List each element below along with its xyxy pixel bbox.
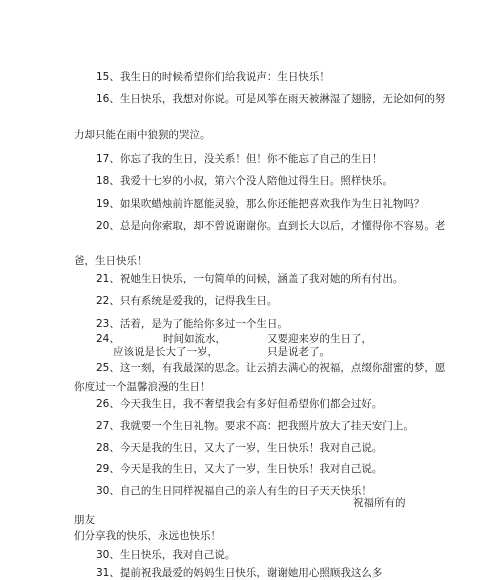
text-line-16: 16、生日快乐，我想对你说。可是风筝在雨天被淋湿了翅膀，无论如何的努 (96, 93, 446, 105)
text-line-16-cont: 力却只能在雨中狼狈的哭泣。 (74, 129, 211, 141)
text-line-29: 29、今天是我的生日，又大了一岁，生日快乐！我对自己说。 (96, 463, 383, 475)
text-line-30-cont2: 们分享我的快乐，永远也快乐！ (74, 530, 221, 542)
text-line-25: 25、这一刻，有我最深的思念。让云捎去满心的祝福，点缀你甜蜜的梦，愿 (96, 362, 446, 374)
text-line-30-cont1: 朋友 (74, 514, 95, 526)
text-line-25-cont: 你度过一个温馨浪漫的生日！ (74, 381, 211, 393)
text-line-24-d: 只是说老了。 (267, 346, 330, 358)
text-line-24-a: 时间如流水， (163, 333, 226, 345)
text-line-24-b: 又要迎来岁的生日了， (267, 333, 372, 345)
text-line-24: 24、 (96, 333, 120, 345)
text-line-20: 20、总是向你索取，却不曾说谢谢你。直到长大以后，才懂得你不容易。老 (96, 220, 446, 232)
text-line-30b: 30、生日快乐，我对自己说。 (96, 549, 236, 561)
text-line-27: 27、我就要一个生日礼物。要求不高：把我照片放大了挂天安门上。 (96, 420, 414, 432)
text-line-19: 19、如果吹蜡烛前许愿能灵验，那么你还能把喜欢我作为生日礼物吗？ (96, 198, 425, 210)
text-line-15: 15、我生日的时候希望你们给我说声：生日快乐！ (96, 71, 330, 83)
text-line-20-cont: 爸，生日快乐！ (74, 255, 148, 267)
text-line-17: 17、你忘了我的生日，没关系！但！你不能忘了自己的生日！ (96, 153, 383, 165)
text-line-23: 23、活着，是为了能给你多过一个生日。 (96, 318, 288, 330)
text-line-24-c: 应该说是长大了一岁， (113, 346, 218, 358)
text-line-18: 18、我爱十七岁的小叔，第六个没人陪他过得生日。照样快乐。 (96, 175, 393, 187)
text-line-22: 22、只有系统是爱我的，记得我生日。 (96, 295, 278, 307)
text-line-30: 30、自己的生日同样祝福自己的亲人有生的日子天天快乐！ (96, 485, 372, 497)
text-line-26: 26、今天我生日，我不奢望我会有多好但希望你们都会过好。 (96, 398, 383, 410)
text-line-28: 28、今天是我的生日，又大了一岁，生日快乐！我对自己说。 (96, 442, 383, 454)
text-line-21: 21、祝她生日快乐，一句简单的问候，涵盖了我对她的所有付出。 (96, 273, 404, 285)
text-line-31: 31、提前祝我最爱的妈妈生日快乐，谢谢她用心照顾我这么多 (96, 567, 383, 579)
text-line-30-tail: 祝福所有的 (353, 497, 406, 509)
